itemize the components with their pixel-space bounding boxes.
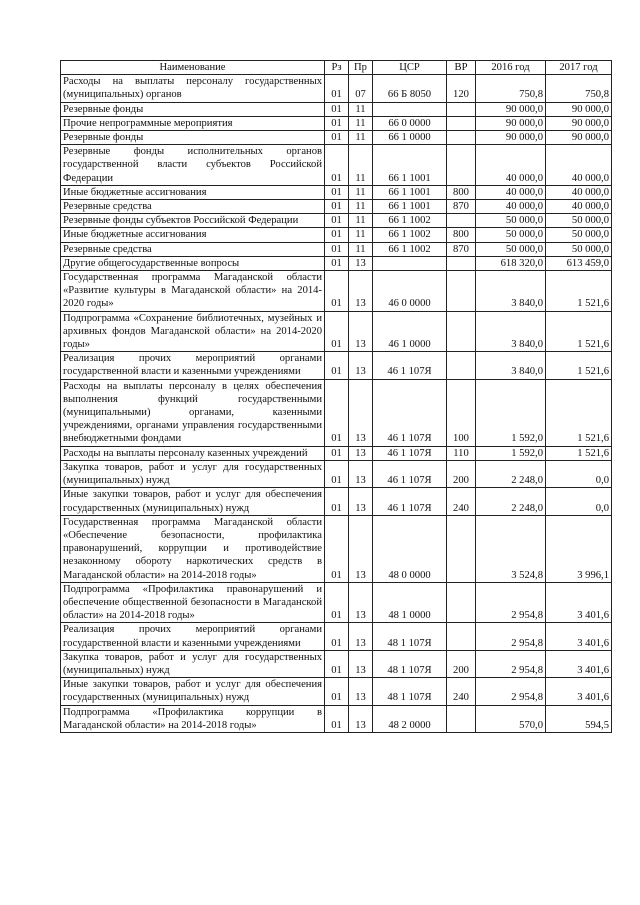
header-2017: 2017 год [546, 61, 612, 75]
header-name: Наименование [61, 61, 325, 75]
row-name: Иные бюджетные ассигнования [61, 185, 325, 199]
row-2017: 1 521,6 [546, 379, 612, 446]
row-name: Другие общегосударственные вопросы [61, 256, 325, 270]
row-csr: 48 1 107Я [373, 678, 447, 705]
table-row [61, 352, 612, 379]
table-row [61, 678, 612, 705]
table-row [61, 228, 612, 242]
table-row [61, 214, 612, 228]
row-rz: 01 [325, 145, 349, 186]
row-vr [447, 271, 476, 312]
row-csr: 48 0 0000 [373, 515, 447, 582]
row-pr: 13 [349, 705, 373, 732]
row-name: Реализация прочих мероприятий органами государственной власти и казенными учреждениями [61, 623, 325, 650]
row-rz: 01 [325, 515, 349, 582]
row-2016: 570,0 [476, 705, 546, 732]
row-2017: 90 000,0 [546, 102, 612, 116]
row-name: Иные закупки товаров, работ и услуг для обеспечения государственных (муниципальных) нужд [61, 488, 325, 515]
row-name: Закупка товаров, работ и услуг для государственных (муниципальных) нужд [61, 460, 325, 487]
row-csr: 48 1 107Я [373, 650, 447, 677]
row-pr: 13 [349, 582, 373, 623]
row-csr: 46 1 107Я [373, 460, 447, 487]
row-2016: 40 000,0 [476, 185, 546, 199]
table-row [61, 145, 612, 186]
row-rz: 01 [325, 228, 349, 242]
row-vr: 200 [447, 460, 476, 487]
row-2016: 2 248,0 [476, 488, 546, 515]
row-name: Государственная программа Магаданской области «Обеспечение безопасности, профилактика правонарушений, коррупции и противодействие незаконному обороту наркотических средств в Магаданской области» на 2014-2018 годы» [61, 515, 325, 582]
row-vr: 800 [447, 185, 476, 199]
row-csr: 48 1 0000 [373, 582, 447, 623]
row-csr: 66 1 1001 [373, 200, 447, 214]
row-name: Резервные средства [61, 200, 325, 214]
row-vr: 870 [447, 200, 476, 214]
row-2017: 3 401,6 [546, 678, 612, 705]
row-2017: 40 000,0 [546, 145, 612, 186]
row-rz: 01 [325, 214, 349, 228]
row-2016: 50 000,0 [476, 242, 546, 256]
row-name: Подпрограмма «Профилактика правонарушений и обеспечение общественной безопасности в Магаданской области» на 2014-2018 годы» [61, 582, 325, 623]
row-csr [373, 256, 447, 270]
row-name: Расходы на выплаты персоналу казенных учреждений [61, 446, 325, 460]
row-csr: 66 1 0000 [373, 131, 447, 145]
row-vr: 800 [447, 228, 476, 242]
row-rz: 01 [325, 650, 349, 677]
row-csr: 66 1 1001 [373, 145, 447, 186]
row-name: Реализация прочих мероприятий органами государственной власти и казенными учреждениями [61, 352, 325, 379]
row-vr: 100 [447, 379, 476, 446]
row-vr: 120 [447, 75, 476, 102]
table-row [61, 623, 612, 650]
row-2017: 613 459,0 [546, 256, 612, 270]
row-pr: 13 [349, 311, 373, 352]
table-row [61, 650, 612, 677]
table-row [61, 200, 612, 214]
row-csr: 66 Б 8050 [373, 75, 447, 102]
table-row [61, 705, 612, 732]
table-row [61, 460, 612, 487]
row-pr: 07 [349, 75, 373, 102]
row-name: Прочие непрограммные мероприятия [61, 116, 325, 130]
row-pr: 13 [349, 460, 373, 487]
row-pr: 13 [349, 678, 373, 705]
budget-table [60, 60, 612, 733]
row-rz: 01 [325, 446, 349, 460]
row-rz: 01 [325, 460, 349, 487]
row-pr: 11 [349, 116, 373, 130]
row-name: Расходы на выплаты персоналу государственных (муниципальных) органов [61, 75, 325, 102]
row-2017: 750,8 [546, 75, 612, 102]
row-csr [373, 102, 447, 116]
row-rz: 01 [325, 311, 349, 352]
row-csr: 46 0 0000 [373, 271, 447, 312]
row-name: Подпрограмма «Профилактика коррупции в Магаданской области» на 2014-2018 годы» [61, 705, 325, 732]
row-2016: 1 592,0 [476, 446, 546, 460]
row-2017: 90 000,0 [546, 116, 612, 130]
row-2016: 90 000,0 [476, 131, 546, 145]
row-pr: 11 [349, 242, 373, 256]
row-2017: 3 401,6 [546, 650, 612, 677]
row-2017: 3 996,1 [546, 515, 612, 582]
row-2016: 2 954,8 [476, 582, 546, 623]
row-pr: 11 [349, 228, 373, 242]
row-vr: 240 [447, 488, 476, 515]
row-2017: 1 521,6 [546, 352, 612, 379]
row-pr: 13 [349, 446, 373, 460]
row-vr [447, 102, 476, 116]
row-vr: 110 [447, 446, 476, 460]
row-name: Иные бюджетные ассигнования [61, 228, 325, 242]
table-row [61, 271, 612, 312]
row-2017: 3 401,6 [546, 623, 612, 650]
row-2017: 1 521,6 [546, 446, 612, 460]
row-2016: 3 524,8 [476, 515, 546, 582]
row-rz: 01 [325, 488, 349, 515]
row-rz: 01 [325, 75, 349, 102]
row-vr [447, 131, 476, 145]
table-row [61, 446, 612, 460]
row-vr [447, 623, 476, 650]
row-csr: 66 1 1002 [373, 214, 447, 228]
row-pr: 13 [349, 379, 373, 446]
row-vr: 240 [447, 678, 476, 705]
row-pr: 13 [349, 271, 373, 312]
row-name: Резервные фонды [61, 131, 325, 145]
row-vr [447, 116, 476, 130]
row-vr [447, 352, 476, 379]
row-vr [447, 515, 476, 582]
row-rz: 01 [325, 379, 349, 446]
row-2017: 0,0 [546, 488, 612, 515]
row-vr: 200 [447, 650, 476, 677]
row-csr: 46 1 107Я [373, 352, 447, 379]
row-rz: 01 [325, 678, 349, 705]
row-csr: 48 2 0000 [373, 705, 447, 732]
row-csr: 46 1 107Я [373, 488, 447, 515]
row-2017: 40 000,0 [546, 200, 612, 214]
table-row [61, 75, 612, 102]
row-name: Резервные фонды исполнительных органов государственной власти субъектов Российской Федерации [61, 145, 325, 186]
row-2016: 2 954,8 [476, 623, 546, 650]
row-name: Государственная программа Магаданской области «Развитие культуры в Магаданской области» на 2014-2020 годы» [61, 271, 325, 312]
row-pr: 13 [349, 650, 373, 677]
row-pr: 11 [349, 214, 373, 228]
table-row [61, 379, 612, 446]
header-vr: ВР [447, 61, 476, 75]
row-2016: 750,8 [476, 75, 546, 102]
header-pr: Пр [349, 61, 373, 75]
row-2016: 2 954,8 [476, 678, 546, 705]
row-2017: 0,0 [546, 460, 612, 487]
table-row [61, 311, 612, 352]
row-csr: 46 1 107Я [373, 379, 447, 446]
row-rz: 01 [325, 185, 349, 199]
row-2017: 3 401,6 [546, 582, 612, 623]
row-rz: 01 [325, 131, 349, 145]
row-vr [447, 582, 476, 623]
row-rz: 01 [325, 242, 349, 256]
row-name: Закупка товаров, работ и услуг для государственных (муниципальных) нужд [61, 650, 325, 677]
row-vr: 870 [447, 242, 476, 256]
row-vr [447, 705, 476, 732]
header-2016: 2016 год [476, 61, 546, 75]
row-2016: 90 000,0 [476, 102, 546, 116]
row-2017: 1 521,6 [546, 311, 612, 352]
row-rz: 01 [325, 705, 349, 732]
row-pr: 13 [349, 623, 373, 650]
row-rz: 01 [325, 200, 349, 214]
row-2017: 40 000,0 [546, 185, 612, 199]
row-csr: 48 1 107Я [373, 623, 447, 650]
row-2016: 50 000,0 [476, 214, 546, 228]
row-vr [447, 311, 476, 352]
row-pr: 11 [349, 102, 373, 116]
row-2016: 618 320,0 [476, 256, 546, 270]
row-pr: 13 [349, 352, 373, 379]
row-pr: 11 [349, 185, 373, 199]
row-csr: 46 1 0000 [373, 311, 447, 352]
row-2017: 90 000,0 [546, 131, 612, 145]
row-vr [447, 256, 476, 270]
row-2016: 3 840,0 [476, 271, 546, 312]
row-name: Подпрограмма «Сохранение библиотечных, музейных и архивных фондов Магаданской области» на 2014-2020 годы» [61, 311, 325, 352]
row-name: Резервные фонды [61, 102, 325, 116]
row-rz: 01 [325, 116, 349, 130]
table-row [61, 185, 612, 199]
table-row [61, 488, 612, 515]
header-csr: ЦСР [373, 61, 447, 75]
row-vr [447, 145, 476, 186]
row-rz: 01 [325, 352, 349, 379]
row-name: Резервные средства [61, 242, 325, 256]
table-row [61, 102, 612, 116]
row-2016: 50 000,0 [476, 228, 546, 242]
row-rz: 01 [325, 271, 349, 312]
row-pr: 11 [349, 145, 373, 186]
row-2017: 50 000,0 [546, 228, 612, 242]
row-csr: 66 1 1002 [373, 242, 447, 256]
row-2017: 50 000,0 [546, 214, 612, 228]
row-csr: 46 1 107Я [373, 446, 447, 460]
row-2016: 40 000,0 [476, 145, 546, 186]
row-pr: 13 [349, 488, 373, 515]
row-2016: 90 000,0 [476, 116, 546, 130]
row-2016: 3 840,0 [476, 352, 546, 379]
row-vr [447, 214, 476, 228]
row-2016: 2 248,0 [476, 460, 546, 487]
table-row [61, 116, 612, 130]
row-pr: 13 [349, 515, 373, 582]
row-name: Резервные фонды субъектов Российской Федерации [61, 214, 325, 228]
row-csr: 66 0 0000 [373, 116, 447, 130]
table-row [61, 131, 612, 145]
row-rz: 01 [325, 623, 349, 650]
table-row [61, 582, 612, 623]
row-2017: 1 521,6 [546, 271, 612, 312]
table-row [61, 242, 612, 256]
row-csr: 66 1 1002 [373, 228, 447, 242]
row-pr: 13 [349, 256, 373, 270]
header-rz: Рз [325, 61, 349, 75]
row-2016: 40 000,0 [476, 200, 546, 214]
table-row [61, 515, 612, 582]
row-csr: 66 1 1001 [373, 185, 447, 199]
row-pr: 11 [349, 131, 373, 145]
row-2016: 1 592,0 [476, 379, 546, 446]
header-row [61, 61, 612, 75]
row-name: Иные закупки товаров, работ и услуг для обеспечения государственных (муниципальных) нужд [61, 678, 325, 705]
row-2016: 2 954,8 [476, 650, 546, 677]
row-name: Расходы на выплаты персоналу в целях обеспечения выполнения функций государственными (муниципальными) органами, казенными учреждениями, органами управления государственными внебюджетными фондами [61, 379, 325, 446]
row-2016: 3 840,0 [476, 311, 546, 352]
row-rz: 01 [325, 102, 349, 116]
table-row [61, 256, 612, 270]
row-pr: 11 [349, 200, 373, 214]
row-rz: 01 [325, 582, 349, 623]
row-rz: 01 [325, 256, 349, 270]
row-2017: 50 000,0 [546, 242, 612, 256]
row-2017: 594,5 [546, 705, 612, 732]
